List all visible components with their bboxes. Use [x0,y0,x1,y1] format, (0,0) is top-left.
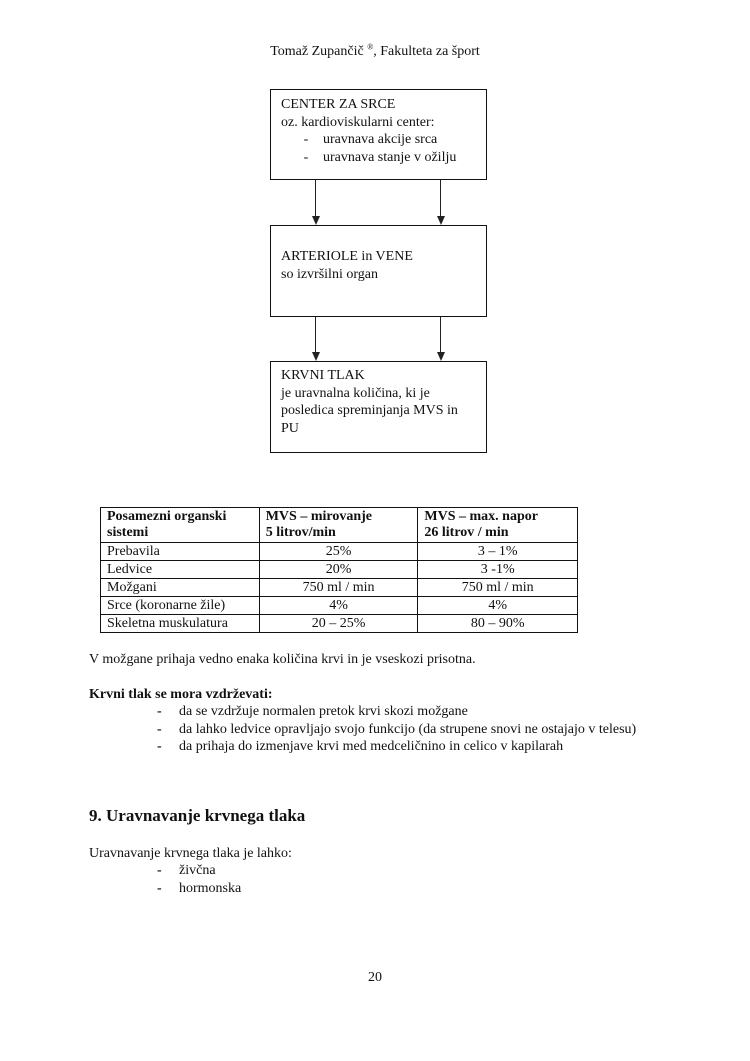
arrow-down-icon [437,352,445,361]
header-line: sistemi [107,525,149,540]
rest-value-cell: 4% [259,597,418,615]
list-item-text: da se vzdržuje normalen pretok krvi skozi možgane [179,704,468,719]
list-item [157,703,637,721]
diagram-box-cardiovascular-center [270,89,487,180]
box1-item-text: uravnava akcije srca [323,132,438,147]
list-item-text: hormonska [179,880,242,896]
bullet-list-regulation-types [157,862,457,897]
column-header-mvs-max [418,508,578,543]
table-row [101,597,578,615]
page-number: 20 [368,970,382,985]
diagram-box-blood-pressure [270,361,487,453]
max-value-cell: 4% [418,597,578,615]
arrow-line-right-1 [440,180,441,216]
box3-line: PU [281,420,299,436]
organ-cell: Srce (koronarne žile) [101,597,260,615]
table-header-row [101,508,578,543]
table-row [101,615,578,633]
arrow-down-icon [437,216,445,225]
arrow-line-right-2 [440,317,441,352]
table-row [101,543,578,561]
max-value-cell: 3 – 1% [418,543,578,561]
diagram-box-arterioles-veins [270,225,487,317]
organ-cell: Ledvice [101,561,260,579]
rest-value-cell: 20% [259,561,418,579]
heading-maintain-pressure: Krvni tlak se mora vzdrževati: [89,687,273,702]
box1-item [293,131,476,149]
box1-subtitle: oz. kardioviskularni center: [281,114,435,130]
bullet-list-reasons [157,703,637,756]
dash-bullet: - [157,880,162,896]
section-heading: 9. Uravnavanje krvnega tlaka [89,806,306,825]
box3-line: posledica spreminjanja MVS in [281,403,458,418]
list-item-text: da prihaja do izmenjave krvi med medceličnino in celico v kapilarah [179,739,564,754]
rest-value-cell: 20 – 25% [259,615,418,633]
box3-line: je uravnalna količina, ki je [281,385,430,401]
dash-bullet: - [303,149,309,165]
header-line: 26 litrov / min [424,525,509,540]
header-institution: , Fakulteta za šport [373,44,480,59]
list-item-text: živčna [179,863,216,878]
box1-title: CENTER ZA SRCE [281,97,396,112]
rest-value-cell: 750 ml / min [259,579,418,597]
box2-subtitle: so izvršilni organ [281,266,378,282]
box2-title: ARTERIOLE in VENE [281,249,413,264]
organ-cell: Prebavila [101,543,260,561]
list-item-text: da lahko ledvice opravljajo svojo funkcijo (da strupene snovi ne ostajajo v telesu) [179,721,637,737]
header-line: MVS – max. napor [424,509,538,524]
arrow-line-left-1 [315,180,316,216]
paragraph-brain-blood: V možgane prihaja vedno enaka količina krvi in je vseskozi prisotna. [89,652,476,667]
header-line: Posamezni organski [107,509,227,524]
organ-cell: Skeletna muskulatura [101,615,260,633]
box1-item [293,149,476,167]
arrow-down-icon [312,216,320,225]
organ-cell: Možgani [101,579,260,597]
dash-bullet: - [157,704,162,719]
list-item [157,862,457,880]
organ-blood-flow-table [100,507,578,633]
page-header [0,44,750,60]
dash-bullet: - [157,721,162,737]
arrow-down-icon [312,352,320,361]
max-value-cell: 750 ml / min [418,579,578,597]
header-line: MVS – mirovanje [265,509,372,524]
table-row [101,579,578,597]
list-item [157,738,637,756]
max-value-cell: 80 – 90% [418,615,578,633]
list-item [157,880,457,898]
header-author: Tomaž Zupančič [270,44,364,59]
registered-mark: ® [367,42,374,52]
arrow-line-left-2 [315,317,316,352]
column-header-organ-systems [101,508,260,543]
table-row [101,561,578,579]
dash-bullet: - [157,863,162,878]
column-header-mvs-rest [259,508,418,543]
box1-item-text: uravnava stanje v ožilju [323,149,457,165]
list-item [157,721,637,739]
dash-bullet: - [303,132,309,147]
max-value-cell: 3 -1% [418,561,578,579]
paragraph-regulation: Uravnavanje krvnega tlaka je lahko: [89,846,292,861]
dash-bullet: - [157,739,162,754]
header-line: 5 litrov/min [265,525,336,540]
box3-title: KRVNI TLAK [281,368,365,383]
rest-value-cell: 25% [259,543,418,561]
